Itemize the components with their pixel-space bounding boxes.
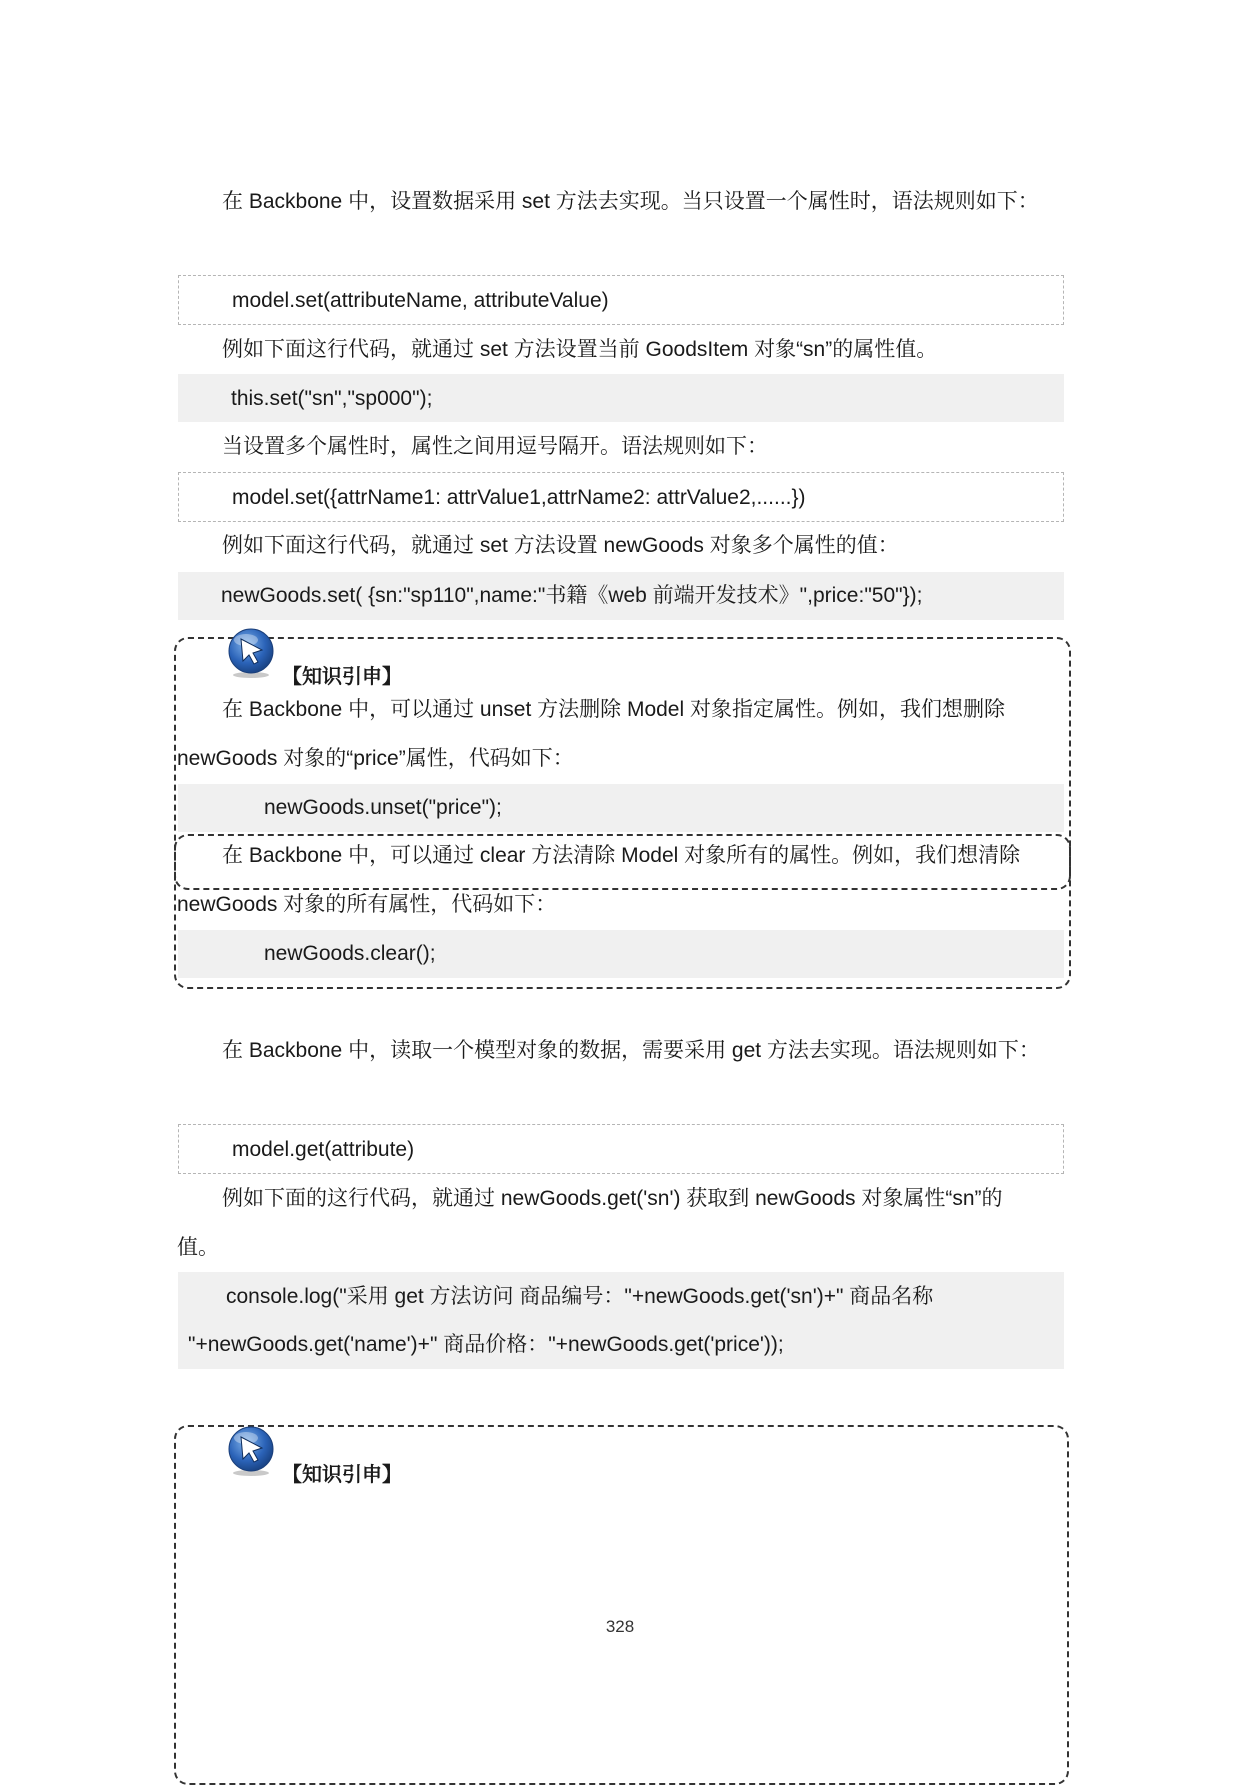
code-line: newGoods.clear(); bbox=[264, 942, 436, 965]
code-line: newGoods.unset("price"); bbox=[264, 796, 502, 819]
knowledge-title: 【知识引申】 bbox=[282, 664, 402, 688]
code-line: model.set({attrName1: attrValue1,attrName2: attrValue2,......}) bbox=[232, 486, 806, 509]
code-line: this.set("sn","sp000"); bbox=[231, 387, 433, 410]
paragraph-get-example-cont: 值。 bbox=[177, 1236, 219, 1259]
code-line: model.get(attribute) bbox=[232, 1138, 415, 1161]
code-line: model.set(attributeName, attributeValue) bbox=[232, 289, 609, 312]
knowledge-title: 【知识引申】 bbox=[282, 1462, 402, 1486]
code-block-unset bbox=[178, 784, 1064, 832]
paragraph-set-example: 例如下面这行代码，就通过 set 方法设置当前 GoodsItem 对象“sn”的属性值。 bbox=[222, 338, 938, 361]
page-number: 328 bbox=[605, 1617, 635, 1636]
code-block-clear bbox=[178, 930, 1064, 978]
code-block-set-example bbox=[178, 374, 1064, 422]
code-block-multi-set-example bbox=[178, 572, 1064, 620]
pointer-arrow-icon bbox=[224, 626, 278, 680]
knowledge-unset-text-cont: newGoods 对象的“price”属性，代码如下： bbox=[177, 747, 574, 770]
code-line: console.log("采用 get 方法访问 商品编号："+newGoods.get('sn')+" 商品名称 bbox=[226, 1285, 934, 1308]
code-block-multi-set-syntax bbox=[178, 472, 1064, 522]
code-block-get-example bbox=[178, 1272, 1064, 1369]
paragraph-get-example: 例如下面的这行代码，就通过 newGoods.get('sn') 获取到 newGoods 对象属性“sn”的 bbox=[222, 1187, 1003, 1210]
knowledge-unset-text: 在 Backbone 中，可以通过 unset 方法删除 Model 对象指定属性。例如，我们想删除 bbox=[222, 698, 1005, 721]
paragraph-multi-set: 当设置多个属性时，属性之间用逗号隔开。语法规则如下： bbox=[222, 435, 768, 458]
code-line: "+newGoods.get('name')+" 商品价格："+newGoods.get('price')); bbox=[188, 1333, 784, 1356]
knowledge-clear-text: 在 Backbone 中，可以通过 clear 方法清除 Model 对象所有的属性。例如，我们想清除 bbox=[222, 844, 1021, 867]
code-block-get-syntax bbox=[178, 1124, 1064, 1174]
pointer-arrow-icon bbox=[224, 1424, 278, 1478]
paragraph-get-intro: 在 Backbone 中，读取一个模型对象的数据，需要采用 get 方法去实现。语法规则如下： bbox=[222, 1039, 1040, 1062]
code-line: newGoods.set( {sn:"sp110",name:"书籍《web 前端开发技术》",price:"50"}); bbox=[221, 584, 923, 607]
paragraph-multi-set-example: 例如下面这行代码，就通过 set 方法设置 newGoods 对象多个属性的值： bbox=[222, 534, 899, 557]
knowledge-clear-text-cont: newGoods 对象的所有属性，代码如下： bbox=[177, 893, 557, 916]
code-block-set-syntax bbox=[178, 275, 1064, 325]
paragraph-set-intro: 在 Backbone 中，设置数据采用 set 方法去实现。当只设置一个属性时，语法规则如下： bbox=[222, 190, 1039, 213]
